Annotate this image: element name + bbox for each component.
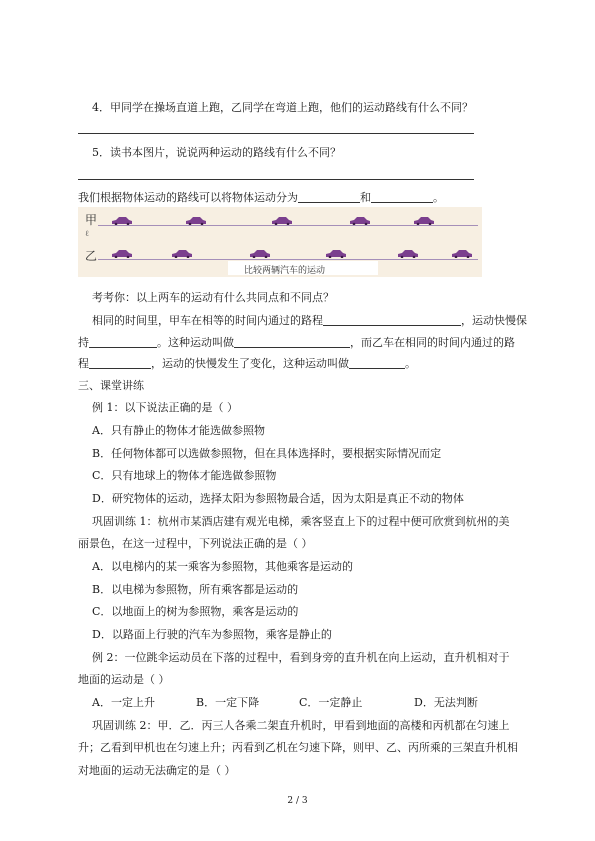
car-icon xyxy=(348,216,372,225)
small-mark: ℓ xyxy=(85,229,89,238)
classify-sentence xyxy=(78,191,444,205)
think-intro: 考考你：以上两车的运动有什么共同点和不同点？ xyxy=(92,291,334,304)
think-line-1 xyxy=(92,314,527,328)
example-1-option-a: A．只有静止的物体才能选做参照物 xyxy=(92,424,265,437)
think-text-1a: 相同的时间里，甲车在相等的时间内通过的路程 xyxy=(92,314,323,327)
example-1-stem: 例 1：以下说法正确的是（ ） xyxy=(92,401,238,414)
label-yi: 乙 xyxy=(85,249,98,263)
blank-motion-type-2[interactable] xyxy=(371,191,433,203)
think-text-2a: 持 xyxy=(78,336,89,349)
car-icon xyxy=(450,249,474,258)
classify-text-end: 。 xyxy=(433,191,444,204)
example-2-stem-1: 例 2：一位跳伞运动员在下落的过程中，看到身旁的直升机在向上运动，直升机相对于 xyxy=(92,651,510,664)
practice-2-line-3: 对地面的运动无法确定的是（ ） xyxy=(78,764,236,777)
example-2-stem-2: 地面的运动是（ ） xyxy=(78,673,170,686)
think-text-2c: ，而乙车在相同的时间内通过的路 xyxy=(350,336,515,349)
car-comparison-figure xyxy=(78,207,482,277)
blank-distance-yi[interactable] xyxy=(89,357,151,369)
practice-1-option-b: B．以电梯为参照物，所有乘客都是运动的 xyxy=(92,583,299,596)
think-text-3c: 。 xyxy=(405,357,416,370)
answer-line-4 xyxy=(78,133,474,134)
practice-1-option-c: C．以地面上的树为参照物，乘客是运动的 xyxy=(92,605,299,618)
section-heading: 三、课堂讲练 xyxy=(78,379,144,392)
practice-1-stem-1: 巩固训练 1：杭州市某酒店建有观光电梯，乘客竖直上下的过程中便可欣赏到杭州的美 xyxy=(92,515,510,528)
practice-1-stem-2: 丽景色，在这一过程中，下列说法正确的是（ ） xyxy=(78,537,313,550)
practice-1-option-a: A．以电梯内的某一乘客为参照物，其他乘客是运动的 xyxy=(92,560,353,573)
car-icon xyxy=(396,249,420,258)
example-1-option-c: C．只有地球上的物体才能选做参照物 xyxy=(92,469,277,482)
car-icon xyxy=(170,249,194,258)
blank-distance-jia[interactable] xyxy=(323,314,461,326)
practice-1-option-d: D．以路面上行驶的汽车为参照物，乘客是静止的 xyxy=(92,628,332,641)
question-5: 5．读书本图片，说说两种运动的路线有什么不同？ xyxy=(92,146,341,159)
think-line-3 xyxy=(78,357,416,371)
think-text-3a: 程 xyxy=(78,357,89,370)
example-2-option-c: C．一定静止 xyxy=(299,696,363,709)
track-yi xyxy=(98,259,478,260)
example-1-option-d: D．研究物体的运动，选择太阳为参照物最合适，因为太阳是真正不动的物体 xyxy=(92,492,464,505)
track-jia xyxy=(98,225,478,226)
car-icon xyxy=(248,249,272,258)
practice-2-line-2: 升；乙看到甲机也在匀速上升；丙看到乙机在匀速下降，则甲、乙、丙所乘的三架直升机相 xyxy=(78,741,518,754)
car-icon xyxy=(110,216,134,225)
blank-motion-type-1[interactable] xyxy=(298,191,360,203)
example-1-option-b: B．任何物体都可以选做参照物，但在具体选择时，要根据实际情况而定 xyxy=(92,447,442,460)
classify-text-a: 我们根据物体运动的路线可以将物体运动分为 xyxy=(78,191,298,204)
think-text-1b: ，运动快慢保 xyxy=(461,314,527,327)
car-icon xyxy=(412,216,436,225)
example-2-option-d: D．无法判断 xyxy=(414,696,478,709)
label-jia: 甲 xyxy=(85,213,98,227)
car-icon xyxy=(184,216,208,225)
page-number: 2 / 3 xyxy=(287,796,308,806)
car-icon xyxy=(270,216,294,225)
car-icon xyxy=(324,249,348,258)
question-4: 4．甲同学在操场直道上跑，乙同学在弯道上跑，他们的运动路线有什么不同？ xyxy=(92,101,473,114)
classify-text-b: 和 xyxy=(360,191,371,204)
answer-line-5 xyxy=(78,179,474,180)
think-text-2b: 。这种运动叫做 xyxy=(157,336,234,349)
example-2-option-b: B．一定下降 xyxy=(196,696,260,709)
practice-2-line-1: 巩固训练 2：甲．乙．丙三人各乘二架直升机时，甲看到地面的高楼和丙机都在匀速上 xyxy=(92,719,510,732)
example-2-option-a: A．一定上升 xyxy=(92,696,155,709)
think-text-3b: ，运动的快慢发生了变化，这种运动叫做 xyxy=(151,357,349,370)
blank-motion-name-1[interactable] xyxy=(234,336,350,348)
blank-speed-state[interactable] xyxy=(89,336,157,348)
car-icon xyxy=(110,249,134,258)
think-line-2 xyxy=(78,336,515,350)
figure-caption: 比较两辆汽车的运动 xyxy=(244,266,326,276)
blank-motion-name-2[interactable] xyxy=(349,357,405,369)
